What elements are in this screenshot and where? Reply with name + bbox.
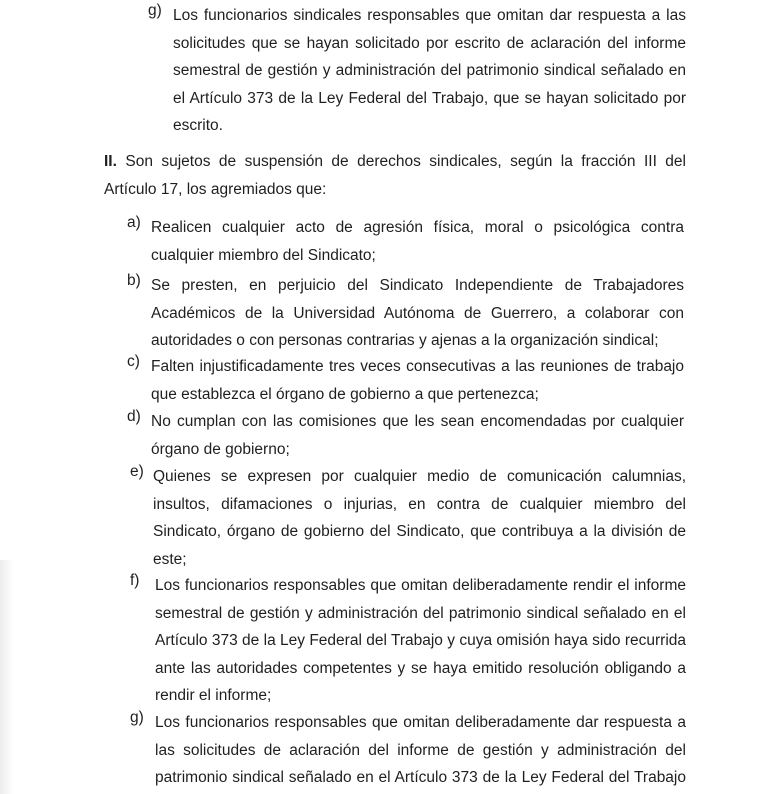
item-marker: a) <box>127 214 141 231</box>
section-numeral: II. <box>104 153 117 170</box>
item-line: órgano de gobierno; <box>151 440 290 458</box>
item-line: Se presten, en perjuicio del Sindicato Independiente de Trabajadores <box>151 277 684 294</box>
item-line: semestral de gestión y administración del patrimonio sindical señalado en el <box>155 604 686 622</box>
item-line: Quienes se expresen por cualquier medio de comunicación calumnias, <box>153 468 686 485</box>
section-II <box>104 148 686 203</box>
item-line: insultos, difamaciones o injurias, en contra de cualquier miembro del <box>153 495 686 513</box>
item-line: autoridades o con personas contrarias y ajenas a la organización sindical; <box>151 332 659 349</box>
item-line: rendir el informe; <box>155 687 272 704</box>
item-line: Los funcionarios responsables que omitan deliberadamente dar respuesta a <box>155 714 686 731</box>
item-line: Académicos de la Universidad Autónoma de Guerrero, a colaborar con <box>151 304 684 322</box>
item-line: ante las autoridades competentes y se haya emitido resolución obligando a <box>155 659 686 677</box>
list-item-f <box>130 572 686 710</box>
item-marker: g) <box>130 709 144 726</box>
list-item-d <box>127 408 684 463</box>
list-item-g-previous <box>148 2 686 140</box>
item-line: las solicitudes de aclaración del informe de gestión y administración del <box>155 741 686 759</box>
item-line: solicitudes que se hayan solicitado por escrito de aclaración del informe <box>173 34 686 52</box>
item-line: este; <box>153 550 187 568</box>
item-line: escrito. <box>173 117 223 134</box>
item-line: Los funcionarios sindicales responsables que omitan dar respuesta a las <box>173 7 686 24</box>
item-line: Falten injustificadamente tres veces consecutivas a las reuniones de trabajo <box>151 358 684 375</box>
item-line: cualquier miembro del Sindicato; <box>151 246 376 264</box>
item-marker: d) <box>127 408 141 425</box>
item-marker: e) <box>130 463 144 480</box>
item-line: el Artículo 373 de la Ley Federal del Trabajo, que se hayan solicitado por <box>173 89 686 107</box>
item-line: que establezca el órgano de gobierno a que pertenezca; <box>151 385 539 403</box>
item-line: No cumplan con las comisiones que les sean encomendadas por cualquier <box>151 413 684 430</box>
list-item-e <box>130 463 686 573</box>
item-marker: g) <box>148 2 162 19</box>
list-item-a <box>127 214 684 269</box>
item-line: Sindicato, órgano de gobierno del Sindicato, que contribuya a la división de <box>153 523 686 540</box>
section-line: Son sujetos de suspensión de derechos sindicales, según la fracción III del <box>125 153 686 170</box>
item-marker: b) <box>127 272 141 289</box>
item-marker: c) <box>127 353 140 370</box>
item-line: Los funcionarios responsables que omitan deliberadamente rendir el informe <box>155 577 686 594</box>
list-item-c <box>127 353 684 408</box>
item-marker: f) <box>130 572 140 589</box>
scan-edge-shadow <box>0 560 14 794</box>
list-item-g <box>130 709 686 792</box>
list-item-b <box>127 272 684 355</box>
item-line: Artículo 373 de la Ley Federal del Trabajo y cuya omisión haya sido recurrida <box>155 632 686 649</box>
section-line: Artículo 17, los agremiados que: <box>104 180 327 198</box>
item-line: Realicen cualquier acto de agresión física, moral o psicológica contra <box>151 219 684 236</box>
item-line: patrimonio sindical señalado en el Artículo 373 de la Ley Federal del Trabajo <box>155 769 686 786</box>
item-line: semestral de gestión y administración del patrimonio sindical señalado en <box>173 62 686 79</box>
